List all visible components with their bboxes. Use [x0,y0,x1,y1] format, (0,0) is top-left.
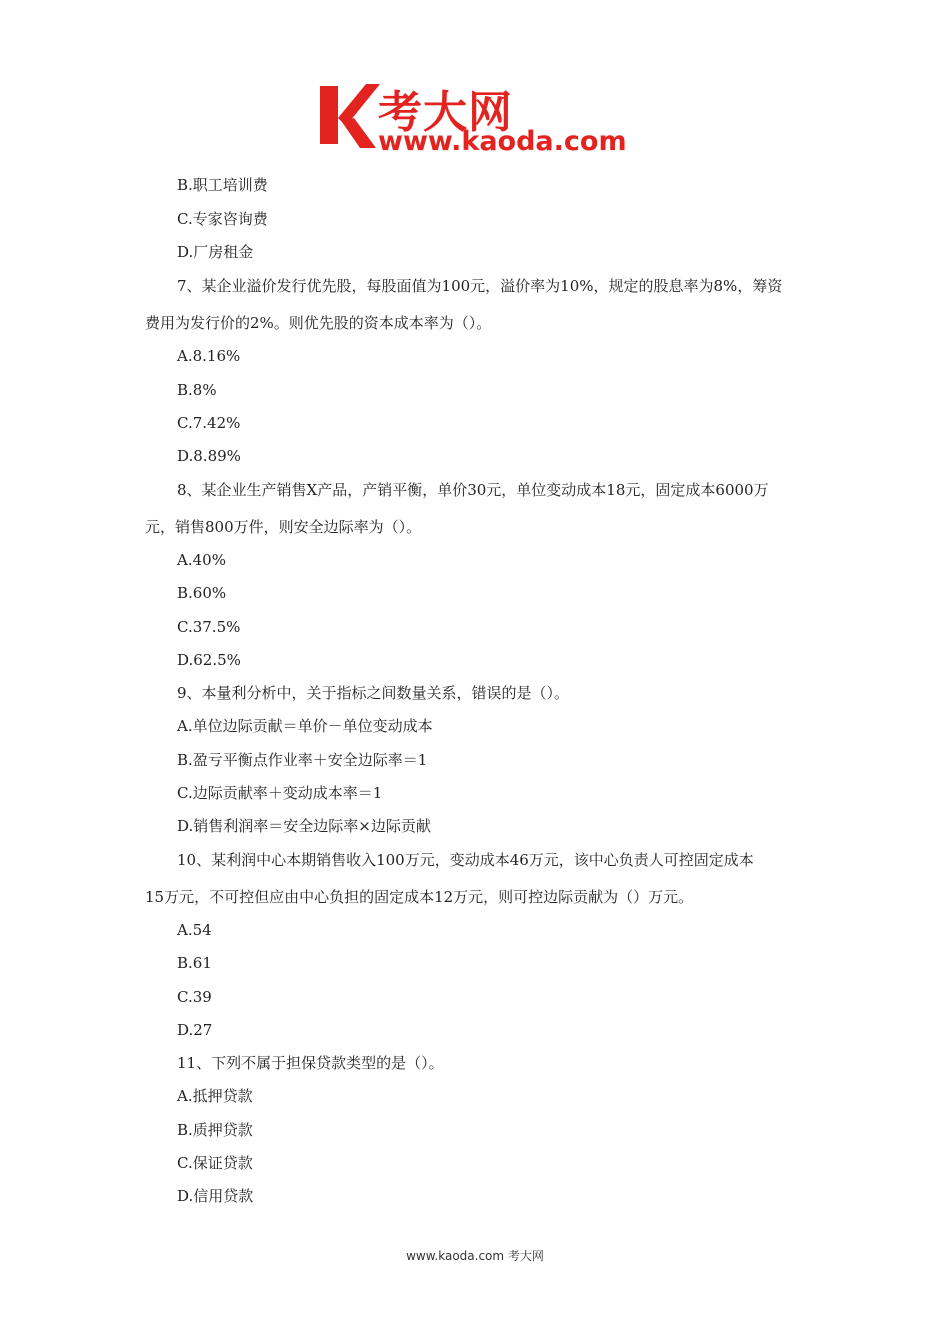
question-10: 10、某利润中心本期销售收入100万元，变动成本46万元，该中心负责人可控固定成本 [177,851,754,869]
question-8: 8、某企业生产销售X产品，产销平衡，单价30元，单位变动成本18元，固定成本6000万 [177,481,769,499]
option-d: D.厂房租金 [177,243,254,261]
question-8-cont: 元，销售800万件，则安全边际率为（）。 [145,518,422,536]
option-c: C.专家咨询费 [177,210,268,228]
question-7-cont: 费用为发行价的2%。则优先股的资本成本率为（）。 [145,314,492,332]
option-a: A.抵押贷款 [177,1087,253,1105]
option-c: C.7.42% [177,414,241,432]
option-c: C.39 [177,988,212,1006]
option-a: A.40% [177,551,226,569]
option-d: D.销售利润率＝安全边际率×边际贡献 [177,817,431,835]
option-b: B.盈亏平衡点作业率＋安全边际率＝1 [177,751,428,769]
option-c: C.37.5% [177,618,241,636]
option-c: C.保证贷款 [177,1154,253,1172]
option-b: B.61 [177,954,212,972]
option-a: A.54 [177,921,212,939]
k-logo-icon [318,80,380,152]
logo-brand-text: 考大网 [378,87,513,138]
option-a: A.8.16% [177,347,241,365]
option-a: A.单位边际贡献＝单价－单位变动成本 [177,717,433,735]
option-b: B.职工培训费 [177,176,268,194]
option-d: D.62.5% [177,651,241,669]
option-b: B.质押贷款 [177,1121,253,1139]
option-d: D.27 [177,1021,213,1039]
kaoda-logo [318,80,640,160]
option-d: D.信用贷款 [177,1187,254,1205]
option-c: C.边际贡献率＋变动成本率＝1 [177,784,383,802]
question-10-cont: 15万元，不可控但应由中心负担的固定成本12万元，则可控边际贡献为（）万元。 [145,888,694,906]
question-11: 11、下列不属于担保贷款类型的是（）。 [177,1054,444,1072]
logo-url: www.kaoda.com [378,126,627,157]
option-b: B.8% [177,381,217,399]
page-footer: www.kaoda.com 考大网 [406,1249,544,1263]
question-9: 9、本量利分析中，关于指标之间数量关系，错误的是（）。 [177,684,570,702]
option-d: D.8.89% [177,447,241,465]
option-b: B.60% [177,584,227,602]
question-7: 7、某企业溢价发行优先股，每股面值为100元，溢价率为10%，规定的股息率为8%，筹资 [177,277,783,295]
